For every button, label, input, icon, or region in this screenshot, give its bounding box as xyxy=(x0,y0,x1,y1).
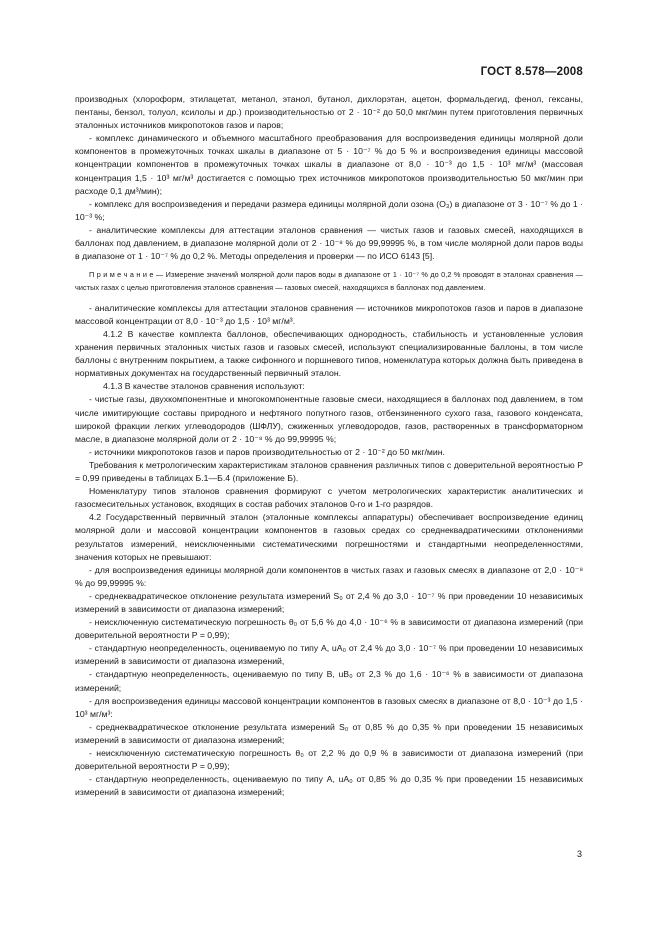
paragraph-6: 4.1.2 В качестве комплекта баллонов, обеспечивающих однородность, стабильность и установленные условия хранения первичных эталонных чистых газов и газовых смесей, используют специализированные баллоны, в том числе баллоны с внутренним покрытием, а также сифонного и поршневого типов, номенклатура которых должна быть приведена в нормативных документах на государственный первичный эталон. xyxy=(75,329,583,379)
document-code-header: ГОСТ 8.578—2008 xyxy=(480,66,583,78)
paragraph-20: - неисключенную систематическую погрешность θ₀ от 2,2 % до 0,9 % в зависимости от диапазона измерений (при доверительной вероятности P = 0,99); xyxy=(75,748,583,772)
paragraph-19: - среднеквадратическое отклонение результата измерений S₀ от 0,85 % до 0,35 % при проведении 15 независимых измерений в зависимости от диапазона измерений; xyxy=(75,721,583,745)
paragraph-10: Требования к метрологическим характеристикам эталонов сравнения различных типов с доверительной вероятностью P = 0,99 приведены в таблицах Б.1—Б.4 (приложение Б). xyxy=(75,459,583,484)
paragraph-2: - комплекс динамического и объемного масштабного преобразования для воспроизведения единицы молярной доли компонентов в промежуточных точках шкалы в диапазоне от 5 · 10⁻⁷ % до 5 % и воспроизведения единицы массовой концентрации компонентов в промежуточных точках шкалы в диапазоне от 8,0 · 10⁻³ до 1,5 · 10³ мг/м³ (массовая концентрация 1,5 · 10³ мг/м³ достигается с помощью трех источников микропотоков производительностью 50 мкг/мин при расходе 0,1 дм³/мин); xyxy=(75,133,583,196)
page-number: 3 xyxy=(577,849,583,859)
paragraph-4: - аналитические комплексы для аттестации эталонов сравнения — чистых газов и газовых смесей, находящихся в баллонах под давлением, в диапазоне молярной доли от 2 · 10⁻⁸ % до 99,99995 %, в том числе молярной доли паров воды в диапазоне от 1 · 10⁻⁷ % до 0,2 %. Методы определения и проверки — по ИСО 6143 [5]. xyxy=(75,224,583,262)
note-block: П р и м е ч а н и е — Измерение значений молярной доли паров воды в диапазоне от 1 · 10⁻⁷ % до 0,2 % проводят в эталонах сравнения — чистых газах с целью приготовления эталонов сравнения — газовых смесей, находящихся в баллонах под давлением. xyxy=(75,270,583,293)
paragraph-16: - стандартную неопределенность, оцениваемую по типу А, uA₀ от 2,4 % до 3,0 · 10⁻⁷ % при проведении 10 независимых измерений в зависимости от диапазона измерений, xyxy=(75,643,583,667)
paragraph-11: Номенклатуру типов эталонов сравнения формируют с учетом метрологических характеристик аналитических и газосмесительных установок, входящих в состав рабочих эталонов 0-го и 1-го разрядов. xyxy=(75,486,583,510)
paragraph-5: - аналитические комплексы для аттестации эталонов сравнения — источников микропотоков газов и паров в диапазоне массовой концентрации от 8,0 · 10⁻³ до 1,5 · 10³ мг/м³. xyxy=(75,302,583,326)
paragraph-21: - стандартную неопределенность, оцениваемую по типу А, uA₀ от 0,85 % до 0,35 % при проведении 15 независимых измерений в зависимости от диапазона измерений; xyxy=(75,774,583,798)
paragraph-17: - стандартную неопределенность, оцениваемую по типу В, uB₀ от 2,3 % до 1,6 · 10⁻⁶ % в зависимости от диапазона измерений; xyxy=(75,669,583,693)
paragraph-13: - для воспроизведения единицы молярной доли компонентов в чистых газах и газовых смесях в диапазоне от 2,0 · 10⁻⁸ % до 99,99995 %: xyxy=(75,564,583,588)
paragraph-3: - комплекс для воспроизведения и передачи размера единицы молярной доли озона (O₃) в диапазоне от 3 · 10⁻⁷ % до 1 · 10⁻³ %; xyxy=(75,198,583,222)
paragraph-8: - чистые газы, двухкомпонентные и многокомпонентные газовые смеси, находящиеся в баллонах под давлением, в том числе имитирующие составы природного и нефтяного попутного газов, отбензиненного сухого газа, газового конденсата, широкой фракции легких углеводородов (ШФЛУ), сжиженных углеводородов, газов, растворенных в трансформаторном масле, в диапазоне молярной доли от 2 · 10⁻⁸ % до 99,99995 %; xyxy=(75,394,583,444)
paragraph-9: - источники микропотоков газов и паров производительностью от 2 · 10⁻² до 50 мкг/мин. xyxy=(89,446,445,457)
paragraph-18: - для воспроизведения единицы массовой концентрации компонентов в газовых смесях в диапазоне от 8,0 · 10⁻³ до 1,5 · 10³ мг/м³: xyxy=(75,695,583,719)
paragraph-15: - неисключенную систематическую погрешность θ₀ от 5,6 % до 4,0 · 10⁻⁶ % в зависимости от диапазона измерений (при доверительной вероятности P = 0,99); xyxy=(75,617,583,641)
paragraph-12: 4.2 Государственный первичный эталон (эталонные комплексы аппаратуры) обеспечивает воспроизведение единиц молярной доли и массовой концентрации компонентов в газовых средах со среднеквадратическими отклонениями результатов измерений, неисключенными систематическими погрешностями и стандартными неопределенностями, значения которых не превышают: xyxy=(75,512,583,562)
paragraph-14: - среднеквадратическое отклонение результата измерений S₀ от 2,4 % до 3,0 · 10⁻⁷ % при проведении 10 независимых измерений в зависимости от диапазона измерений; xyxy=(75,590,583,614)
paragraph-7: 4.1.3 В качестве эталонов сравнения используют: xyxy=(103,381,305,392)
document-body xyxy=(75,93,583,799)
paragraph-1: производных (хлороформ, этилацетат, метанол, этанол, бутанол, дихлорэтан, ацетон, формальдегид, фенол, гексаны, пентаны, бензол, толуол, ксилолы и др.) производительностью от 2 · 10⁻² до 50,0 мкг/мин путем приготовления первичных эталонных источников микропотоков газов и паров; xyxy=(75,94,583,131)
